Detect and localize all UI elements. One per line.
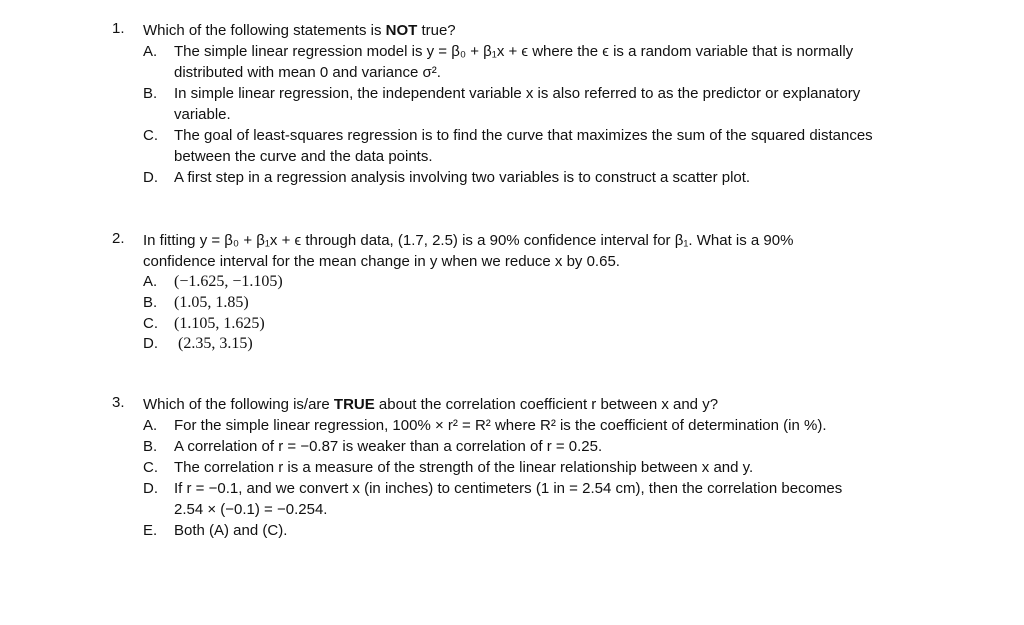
question-number: 2. — [112, 230, 125, 247]
option-text: For the simple linear regression, 100% × r² = R² where R² is the coefficient of determination (in %). — [174, 417, 827, 434]
option-text: Both (A) and (C). — [174, 522, 288, 539]
option-letter: D. — [143, 169, 158, 186]
option-text: A correlation of r = −0.87 is weaker than a correlation of r = 0.25. — [174, 438, 603, 455]
option-letter: A. — [143, 417, 158, 434]
question-stem — [143, 230, 923, 272]
option-letter: E. — [143, 522, 158, 539]
option-text-line2: variable. — [174, 106, 231, 123]
option-text-line1: A first step in a regression analysis involving two variables is to construct a scatter plot. — [174, 169, 751, 186]
option-letter: B. — [143, 294, 158, 311]
question-number: 1. — [112, 20, 125, 37]
option-text: (−1.625, −1.105) — [174, 273, 283, 290]
option-text: (1.05, 1.85) — [174, 294, 249, 311]
option-letter: D. — [143, 480, 158, 497]
option-text-line2: between the curve and the data points. — [174, 148, 433, 165]
option-text-line2: distributed with mean 0 and variance σ². — [174, 64, 441, 81]
option-text: (1.105, 1.625) — [174, 315, 265, 332]
option-letter: C. — [143, 315, 158, 332]
option-text-line1: The goal of least-squares regression is to find the curve that maximizes the sum of the squared distances — [174, 127, 873, 144]
question-number: 3. — [112, 394, 125, 411]
option-text-line1: If r = −0.1, and we convert x (in inches) to centimeters (1 in = 2.54 cm), then the correlation becomes — [174, 480, 843, 497]
stem-line2: confidence interval for the mean change in y when we reduce x by 0.65. — [143, 253, 620, 270]
emphasis: NOT — [385, 22, 418, 39]
emphasis: TRUE — [333, 396, 375, 413]
option-letter: D. — [143, 335, 158, 352]
option-letter: B. — [143, 438, 158, 455]
option-letter: A. — [143, 273, 158, 290]
option-text-line1: In simple linear regression, the independent variable x is also referred to as the predictor or explanatory — [174, 85, 861, 102]
option-text-line1: The simple linear regression model is y = β₀ + β₁x + ϵ where the ϵ is a random variable that is normally — [174, 43, 854, 60]
option-text-line2: 2.54 × (−0.1) = −0.254. — [174, 501, 328, 518]
option-text: (2.35, 3.15) — [178, 335, 253, 352]
stem-line1: In fitting y = β₀ + β₁x + ϵ through data, (1.7, 2.5) is a 90% confidence interval for β₁. What is a 90% — [143, 232, 794, 249]
question-stem: Which of the following statements is NOT true? — [143, 22, 456, 39]
option-letter: C. — [143, 459, 158, 476]
question-stem: Which of the following is/are TRUE about the correlation coefficient r between x and y? — [143, 396, 719, 413]
option-letter: A. — [143, 43, 158, 60]
option-text: The correlation r is a measure of the strength of the linear relationship between x and y. — [174, 459, 754, 476]
option-letter: C. — [143, 127, 158, 144]
option-letter: B. — [143, 85, 158, 102]
